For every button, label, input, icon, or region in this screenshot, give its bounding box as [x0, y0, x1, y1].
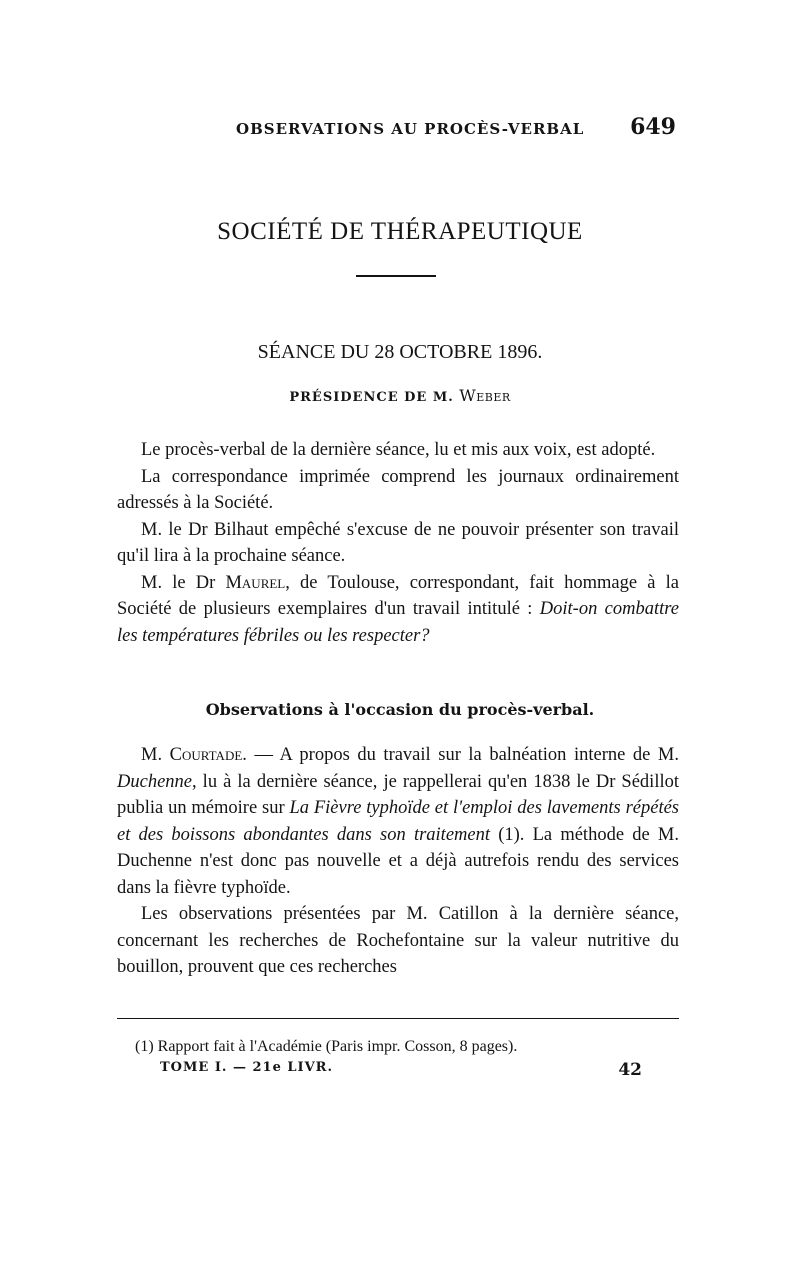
footnote-rule: [117, 1018, 679, 1019]
duchenne-name: Duchenne: [117, 771, 192, 792]
paragraph-bilhaut: M. le Dr Bilhaut empêché s'excuse de ne pouvoir présenter son travail qu'il lira à la prochaine séance.: [117, 519, 679, 566]
signature-number: 42: [618, 1060, 642, 1080]
maurel-prefix: M. le Dr: [141, 572, 226, 593]
courtade-text-2: , lu à la dernière séance, je rappellerai qu'en 1838 le Dr Sédillot publia un mémoire sur: [117, 771, 679, 818]
courtade-name: Courtade: [169, 745, 243, 765]
paragraph-correspondence: La correspondance imprimée comprend les journaux ordinairement adressés à la Société.: [117, 466, 679, 513]
footnote: (1) Rapport fait à l'Académie (Paris impr. Cosson, 8 pages).: [135, 1038, 518, 1055]
paragraph-catillon: Les observations présentées par M. Catillon à la dernière séance, concernant les recherches de Rochefontaine sur la valeur nutritive du bouillon, prouvent que ces recherches: [117, 904, 679, 977]
society-title: SOCIÉTÉ DE THÉRAPEUTIQUE: [217, 218, 583, 245]
maurel-work-title: Doit-on combattre les températures fébriles ou les respecter?: [117, 599, 679, 646]
title-divider: [356, 275, 436, 277]
observations-block: [117, 742, 679, 981]
courtade-text-3: (1). La méthode de M. Duchenne n'est donc pas nouvelle et a déjà autrefois rendu des services dans la fièvre typhoïde.: [117, 824, 679, 898]
presidence-line: [0, 386, 800, 405]
paragraph-maurel: [117, 570, 679, 650]
president-name: Weber: [459, 386, 511, 405]
signature-line: [160, 1060, 642, 1082]
maurel-name: Maurel: [225, 572, 286, 593]
minutes-block: [117, 437, 679, 649]
running-title: OBSERVATIONS AU PROCÈS-VERBAL: [236, 120, 585, 138]
maurel-text: , de Toulouse, correspondant, fait hommage à la Société de plusieurs exemplaires d'un travail intitulé :: [117, 572, 679, 619]
courtade-text-1: . — A propos du travail sur la balnéation interne de M.: [242, 745, 679, 765]
signature-volume: TOME I. — 21e LIVR.: [160, 1060, 334, 1075]
courtade-prefix: M.: [141, 745, 170, 765]
seance-date: SÉANCE DU 28 OCTOBRE 1896.: [257, 341, 543, 363]
sedillot-work-title: La Fièvre typhoïde et l'emploi des lavements répétés et des boissons abondantes dans son traitement: [117, 798, 679, 845]
paragraph-minutes: Le procès-verbal de la dernière séance, lu et mis aux voix, est adopté.: [141, 440, 656, 460]
running-head: [118, 114, 676, 144]
presidence-prefix: PRÉSIDENCE DE M.: [289, 390, 454, 405]
page-number: 649: [630, 114, 676, 140]
paragraph-courtade: [117, 742, 679, 901]
section-heading: Observations à l'occasion du procès-verbal.: [205, 700, 595, 719]
